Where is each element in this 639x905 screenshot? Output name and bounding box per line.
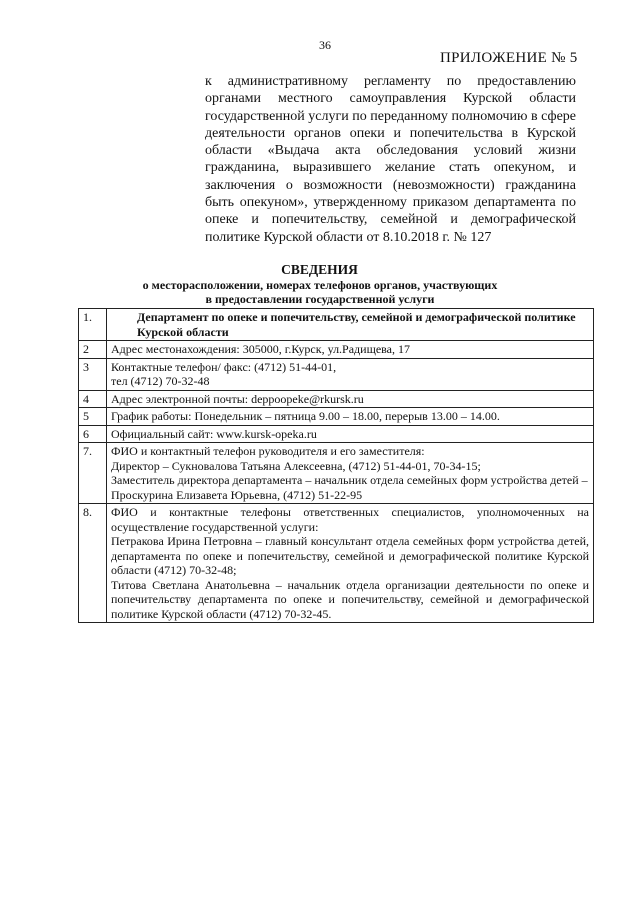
row-content — [107, 358, 594, 390]
table-row — [79, 390, 594, 408]
document-subheading — [100, 278, 540, 306]
row-line: Контактные телефон/ факс: (4712) 51-44-01, — [111, 359, 337, 374]
subheading-line: в предоставлении государственной услуги — [205, 292, 435, 306]
info-table — [78, 308, 594, 623]
appendix-title: ПРИЛОЖЕНИЕ № 5 — [440, 50, 578, 66]
row-number: 6 — [79, 425, 107, 443]
row-content — [107, 443, 594, 504]
row-number: 4 — [79, 390, 107, 408]
table-row — [79, 408, 594, 426]
row-content: Официальный сайт: www.kursk-opeka.ru — [107, 425, 594, 443]
row-content — [107, 504, 594, 623]
row-line: ФИО и контактные телефоны ответственных специалистов, уполномоченных на осуществление государственной услуги: — [111, 505, 589, 534]
row-number: 3 — [79, 358, 107, 390]
row-number: 7. — [79, 443, 107, 504]
row-content: Адрес электронной почты: deppoopeke@rkursk.ru — [107, 390, 594, 408]
table-row — [79, 504, 594, 623]
table-row — [79, 341, 594, 359]
row-content: Департамент по опеке и попечительству, семейной и демографической политике Курской области — [107, 309, 594, 341]
row-line: Петракова Ирина Петровна – главный консультант отдела семейных форм устройства детей, департамента по опеке и попечительству, семейной и демографической политике Курской области (4712) 70-32-48; — [111, 534, 589, 577]
row-number: 8. — [79, 504, 107, 623]
row-number: 5 — [79, 408, 107, 426]
subheading-line: о месторасположении, номерах телефонов органов, участвующих — [142, 278, 498, 292]
row-line: Титова Светлана Анатольевна – начальник отдела организации деятельности по опеке и попечительству департамента по опеке и попечительству, семейной и демографической политике Курской области (4712) 70-32-45. — [111, 577, 589, 621]
table-row — [79, 425, 594, 443]
row-line: тел (4712) 70-32-48 — [111, 374, 210, 388]
page-number: 36 — [319, 38, 331, 52]
row-content: Адрес местонахождения: 305000, г.Курск, ул.Радищева, 17 — [107, 341, 594, 359]
row-line: ФИО и контактный телефон руководителя и его заместителя: — [111, 444, 425, 458]
table-row — [79, 309, 594, 341]
table-row — [79, 358, 594, 390]
row-line: Директор – Сукновалова Татьяна Алексеевна, (4712) 51-44-01, 70-34-15; — [111, 458, 481, 473]
row-number: 1. — [79, 309, 107, 341]
preamble-paragraph: к административному регламенту по предоставлению органами местного самоуправления Курской области государственной услуги по переданному полномочию в сфере деятельности органов опеки и попечительства в Курской области «Выдача акта обследования условий жизни гражданина, выразившего желание стать опекуном, и заключения о возможности (невозможности) гражданина быть опекуном», утвержденному приказом департамента по опеке и попечительству, семейной и демографической политике Курской области от 8.10.2018 г. № 127 — [205, 74, 576, 245]
table-row — [79, 443, 594, 504]
document-heading: СВЕДЕНИЯ — [281, 262, 358, 277]
row-content: График работы: Понедельник – пятница 9.00 – 18.00, перерыв 13.00 – 14.00. — [107, 408, 594, 426]
row-number: 2 — [79, 341, 107, 359]
row-line: Заместитель директора департамента – начальник отдела семейных форм устройства детей – Проскурина Елизавета Юрьевна, (4712) 51-22-95 — [111, 473, 588, 502]
